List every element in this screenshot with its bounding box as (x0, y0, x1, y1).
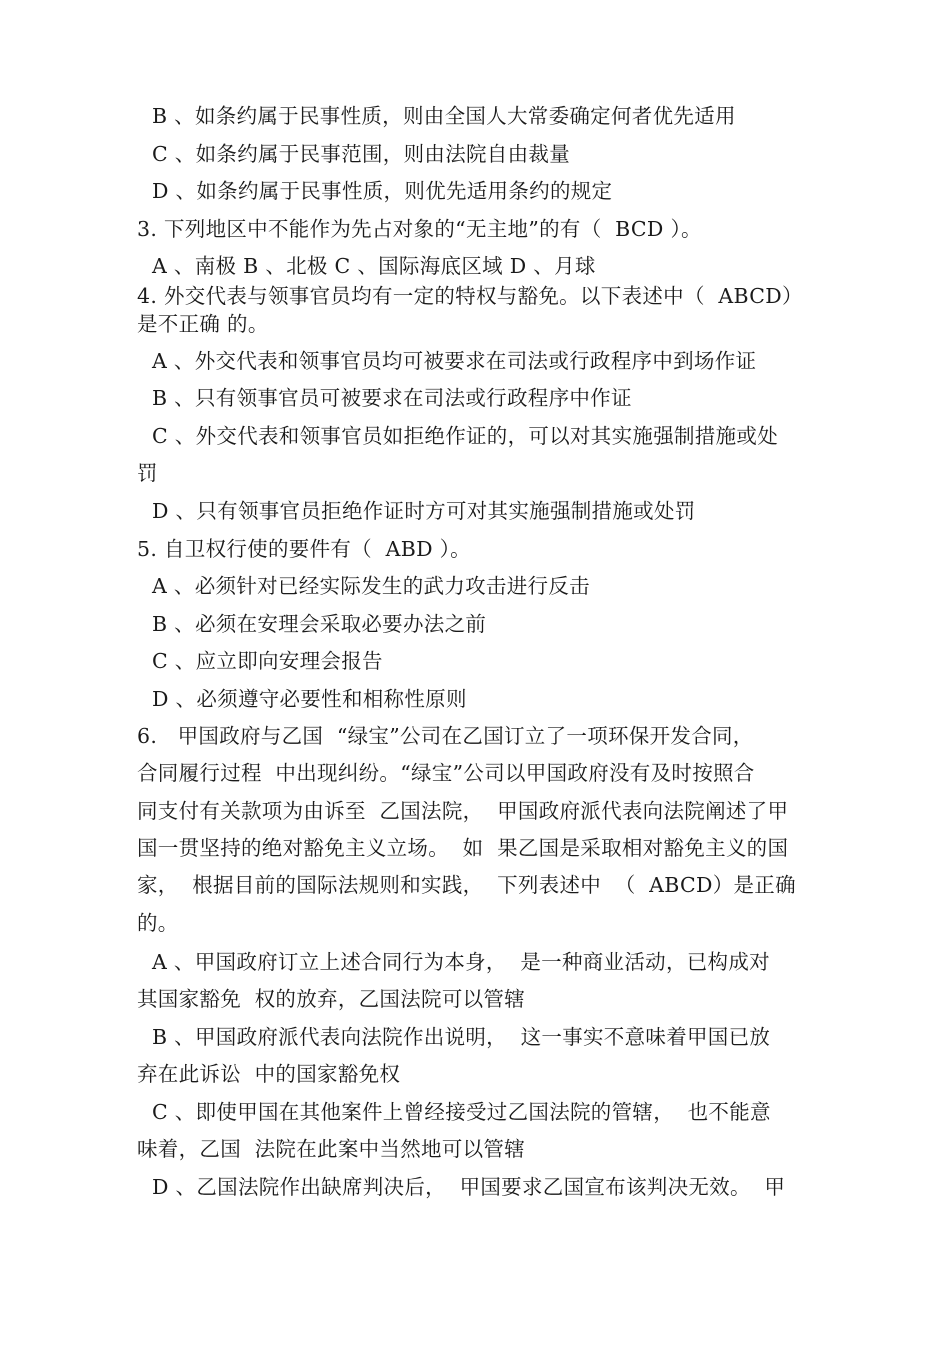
q4-option-c-line1: C 、外交代表和领事官员如拒绝作证的，可以对其实施强制措施或处 (152, 424, 778, 448)
q5-option-d: D 、必须遵守必要性和相称性原则 (152, 687, 467, 711)
q6-option-d-line1: D 、乙国法院作出缺席判决后， 甲国要求乙国宣布该判决无效。 甲 (152, 1175, 786, 1199)
q6-option-c-line1: C 、即使甲国在其他案件上曾经接受过乙国法院的管辖， 也不能意 (152, 1100, 771, 1124)
q5-stem: 5. 自卫权行使的要件有（ ABD ）。 (137, 537, 471, 561)
q2-option-b: B 、如条约属于民事性质，则由全国人大常委确定何者优先适用 (152, 104, 736, 128)
q6-stem-line1: 6. 甲国政府与乙国 “绿宝”公司在乙国订立了一项环保开发合同， (137, 724, 754, 748)
q6-stem-line5: 家， 根据目前的国际法规则和实践， 下列表述中 （ ABCD）是正确 (137, 873, 796, 897)
q6-stem-line2: 合同履行过程 中出现纠纷。“绿宝”公司以甲国政府没有及时按照合 (137, 761, 755, 785)
q4-option-d: D 、只有领事官员拒绝作证时方可对其实施强制措施或处罚 (152, 499, 696, 523)
q6-option-a-line2: 其国家豁免 权的放弃，乙国法院可以管辖 (137, 987, 526, 1011)
q4-option-c-line2: 罚 (137, 461, 158, 485)
q6-option-b-line2: 弃在此诉讼 中的国家豁免权 (137, 1062, 401, 1086)
q2-option-c: C 、如条约属于民事范围，则由法院自由裁量 (152, 142, 571, 166)
q5-option-b: B 、必须在安理会采取必要办法之前 (152, 612, 487, 636)
q4-option-a: A 、外交代表和领事官员均可被要求在司法或行政程序中到场作证 (152, 349, 757, 373)
q3-stem: 3. 下列地区中不能作为先占对象的“无主地”的有（ BCD ）。 (137, 217, 702, 241)
q3-options: A 、南极 B 、北极 C 、国际海底区域 D 、月球 (152, 254, 596, 278)
q6-option-b-line1: B 、甲国政府派代表向法院作出说明， 这一事实不意味着甲国已放 (152, 1025, 771, 1049)
q5-option-c: C 、应立即向安理会报告 (152, 649, 383, 673)
q4-stem-line1: 4. 外交代表与领事官员均有一定的特权与豁免。以下表述中（ ABCD） (137, 284, 803, 308)
q4-option-b: B 、只有领事官员可被要求在司法或行政程序中作证 (152, 386, 632, 410)
q6-option-a-line1: A 、甲国政府订立上述合同行为本身， 是一种商业活动，已构成对 (152, 950, 770, 974)
q6-stem-line3: 同支付有关款项为由诉至 乙国法院， 甲国政府派代表向法院阐述了甲 (137, 799, 789, 823)
q2-option-d: D 、如条约属于民事性质，则优先适用条约的规定 (152, 179, 613, 203)
q4-stem-line2: 是不正确 的。 (137, 312, 269, 336)
q6-stem-line4: 国一贯坚持的绝对豁免主义立场。 如 果乙国是采取相对豁免主义的国 (137, 836, 789, 860)
q6-option-c-line2: 味着，乙国 法院在此案中当然地可以管辖 (137, 1137, 526, 1161)
q5-option-a: A 、必须针对已经实际发生的武力攻击进行反击 (152, 574, 590, 598)
q6-stem-line6: 的。 (137, 911, 179, 935)
